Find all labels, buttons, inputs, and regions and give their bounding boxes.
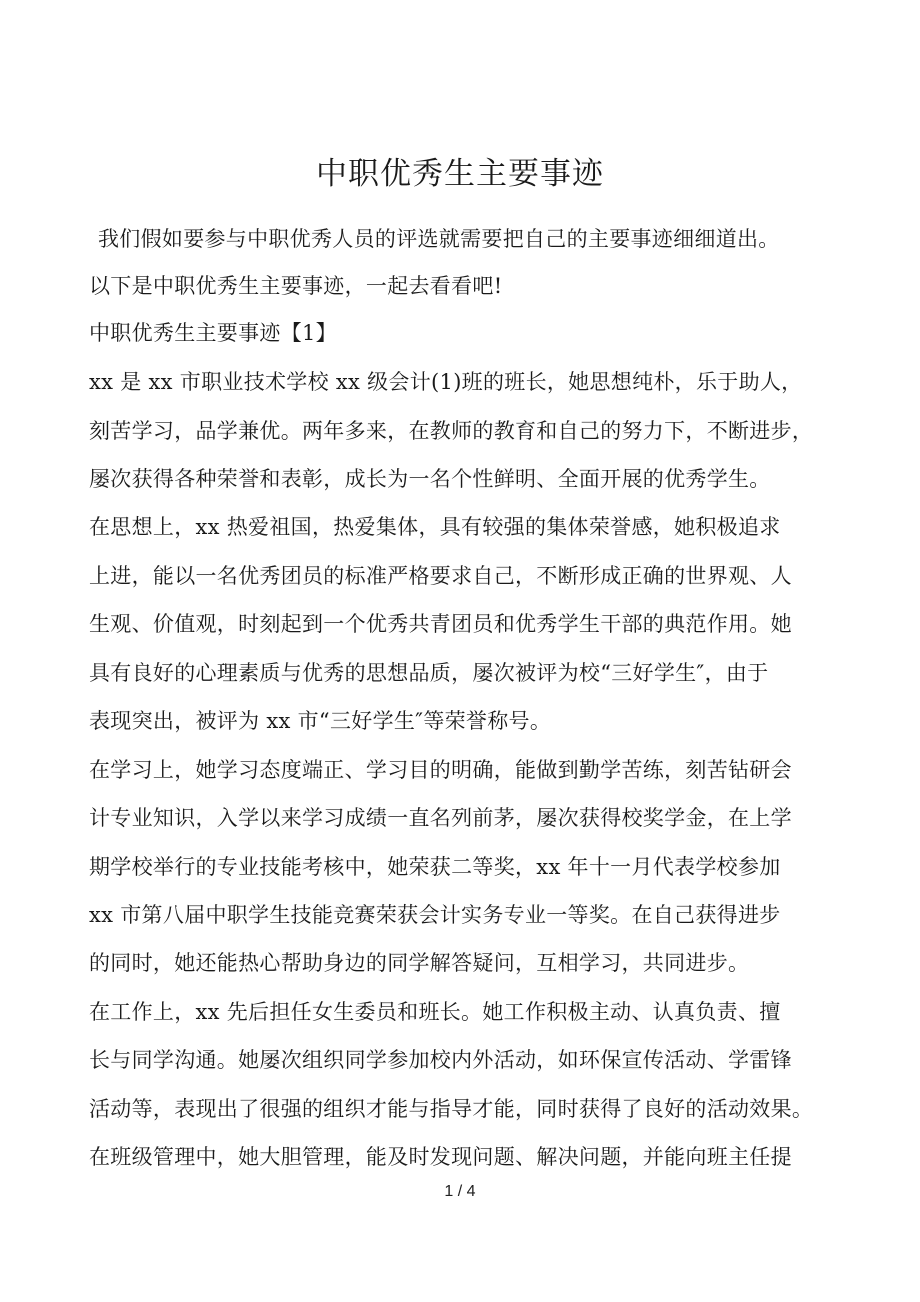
body-line: 具有良好的心理素质与优秀的思想品质，屡次被评为校“三好学生″，由于 [89,661,769,685]
body-line: 的同时，她还能热心帮助身边的同学解答疑问，互相学习，共同进步。 [89,951,750,975]
body-line: 以下是中职优秀生主要事迹，一起去看看吧! [89,274,503,298]
section-heading: 中职优秀生主要事迹【1】 [89,321,337,345]
body-line: xx 市第八届中职学生技能竞赛荣获会计实务专业一等奖。在自己获得进步 [89,903,781,927]
body-line: 表现突出，被评为 xx 市“三好学生″等荣誉称号。 [89,709,552,733]
body-line: 在工作上，xx 先后担任女生委员和班长。她工作积极主动、认真负责、擅 [89,1000,781,1024]
body-line: 长与同学沟通。她屡次组织同学参加校内外活动，如环保宣传活动、学雷锋 [89,1048,792,1072]
body-line: 刻苦学习，品学兼优。两年多来，在教师的教育和自己的努力下，不断进步， [89,419,814,443]
body-line: 屡次获得各种荣誉和表彰，成长为一名个性鲜明、全面开展的优秀学生。 [89,467,771,491]
body-line: 生观、价值观，时刻起到一个优秀共青团员和优秀学生干部的典范作用。她 [89,612,792,636]
body-line: 在班级管理中，她大胆管理，能及时发现问题、解决问题，并能向班主任提 [89,1145,792,1169]
page-number: 1 / 4 [444,1183,476,1200]
body-line: 计专业知识，入学以来学习成绩一直名列前茅，屡次获得校奖学金，在上学 [89,806,792,830]
body-line: 我们假如要参与中职优秀人员的评选就需要把自己的主要事迹细细道出。 [98,227,780,251]
body-line: 期学校举行的专业技能考核中，她荣获二等奖，xx 年十一月代表学校参加 [89,855,781,879]
body-line: 在学习上，她学习态度端正、学习目的明确，能做到勤学苦练，刻苦钻研会 [89,758,792,782]
body-line: 上进，能以一名优秀团员的标准严格要求自己，不断形成正确的世界观、人 [89,564,792,588]
body-line: 在思想上，xx 热爱祖国，热爱集体，具有较强的集体荣誉感，她积极追求 [89,515,781,539]
page-title: 中职优秀生主要事迹 [316,156,604,192]
body-line: 活动等，表现出了很强的组织才能与指导才能，同时获得了良好的活动效果。 [89,1097,814,1121]
body-line: xx 是 xx 市职业技术学校 xx 级会计(1)班的班长，她思想纯朴，乐于助人， [89,370,803,394]
